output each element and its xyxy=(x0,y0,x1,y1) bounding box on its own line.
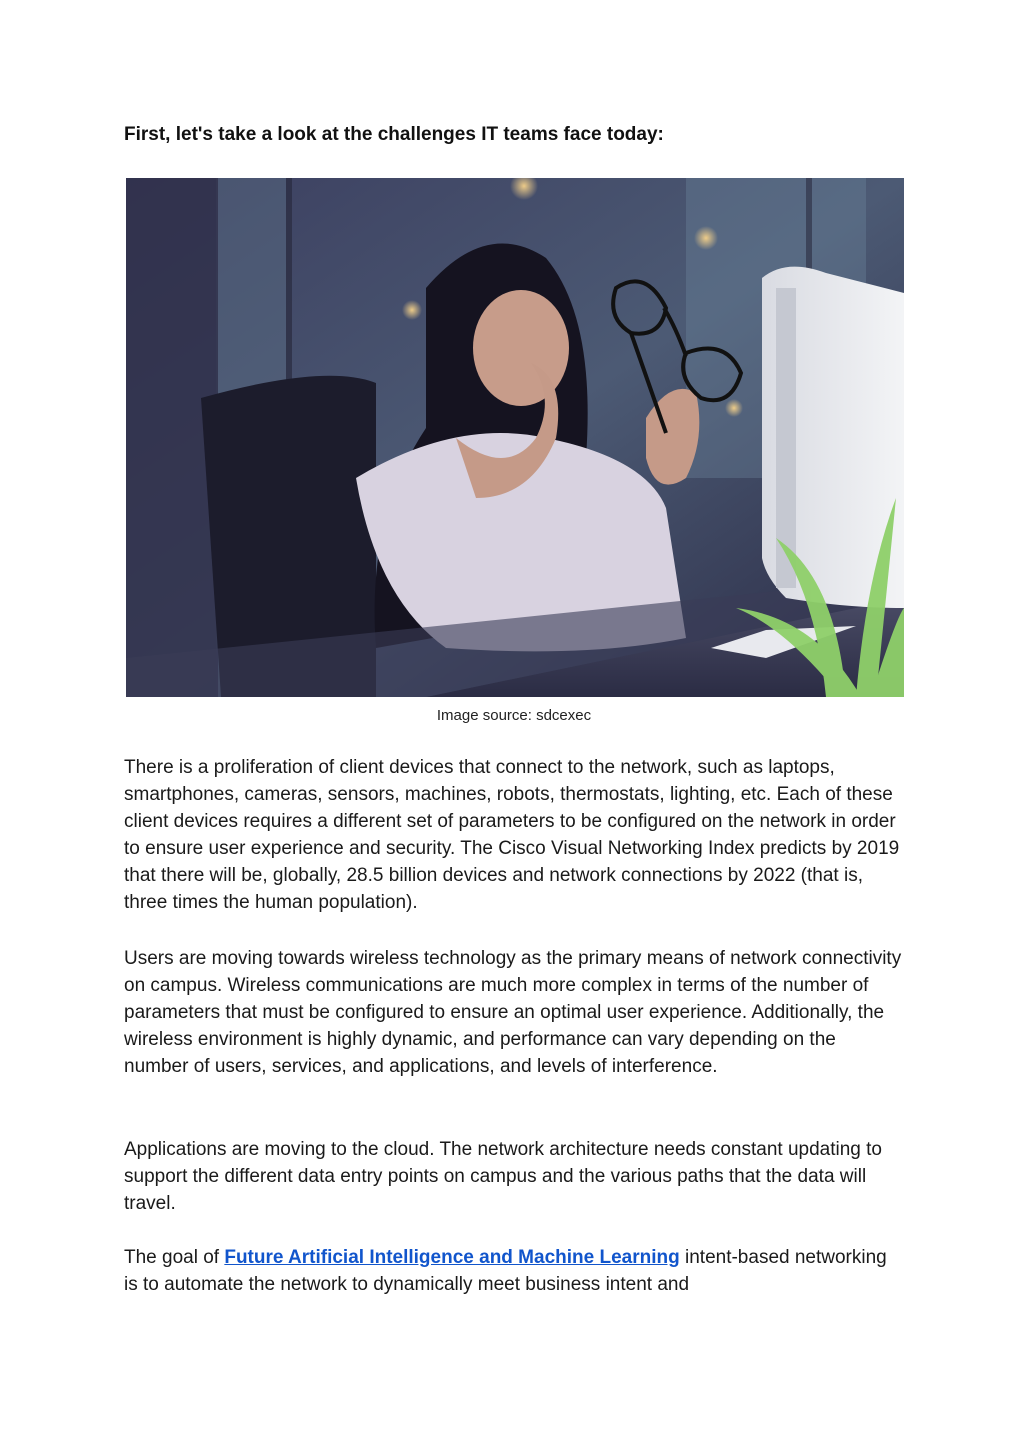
ai-ml-link[interactable]: Future Artificial Intelligence and Machine Learning xyxy=(224,1247,680,1268)
stressed-woman-image xyxy=(126,178,904,697)
image-caption: Image source: sdcexec xyxy=(436,707,592,724)
paragraph-client-devices: There is a proliferation of client devices that connect to the network, such as laptops, smartphones, cameras, sensors, machines, robots, thermostats, lighting, etc. Each of these client devices requires a different set of parameters to be configured on the network in order to ensure user experience and security. The Cisco Visual Networking Index predicts by 2019 that there will be, globally, 28.5 billion devices and network connections by 2022 (that is, three times the human population). xyxy=(124,757,900,913)
paragraph-cloud: Applications are moving to the cloud. The network architecture needs constant updating to support the different data entry points on campus and the various paths that the data will travel. xyxy=(124,1139,882,1214)
section-heading: First, let's take a look at the challenges IT teams face today: xyxy=(124,124,664,145)
paragraph-goal xyxy=(124,1244,904,1298)
goal-text-end: intent-based networking is to automate the network to dynamically meet business intent and xyxy=(124,1247,887,1295)
paragraph-wireless: Users are moving towards wireless technology as the primary means of network connectivity on campus. Wireless communications are much more complex in terms of the number of parameters that must be configured to ensure an optimal user experience. Additionally, the wireless environment is highly dynamic, and performance can vary depending on the number of users, services, and applications, and levels of interference. xyxy=(124,948,902,1077)
office-photo xyxy=(126,178,904,697)
goal-text-start: The goal of xyxy=(124,1247,225,1268)
